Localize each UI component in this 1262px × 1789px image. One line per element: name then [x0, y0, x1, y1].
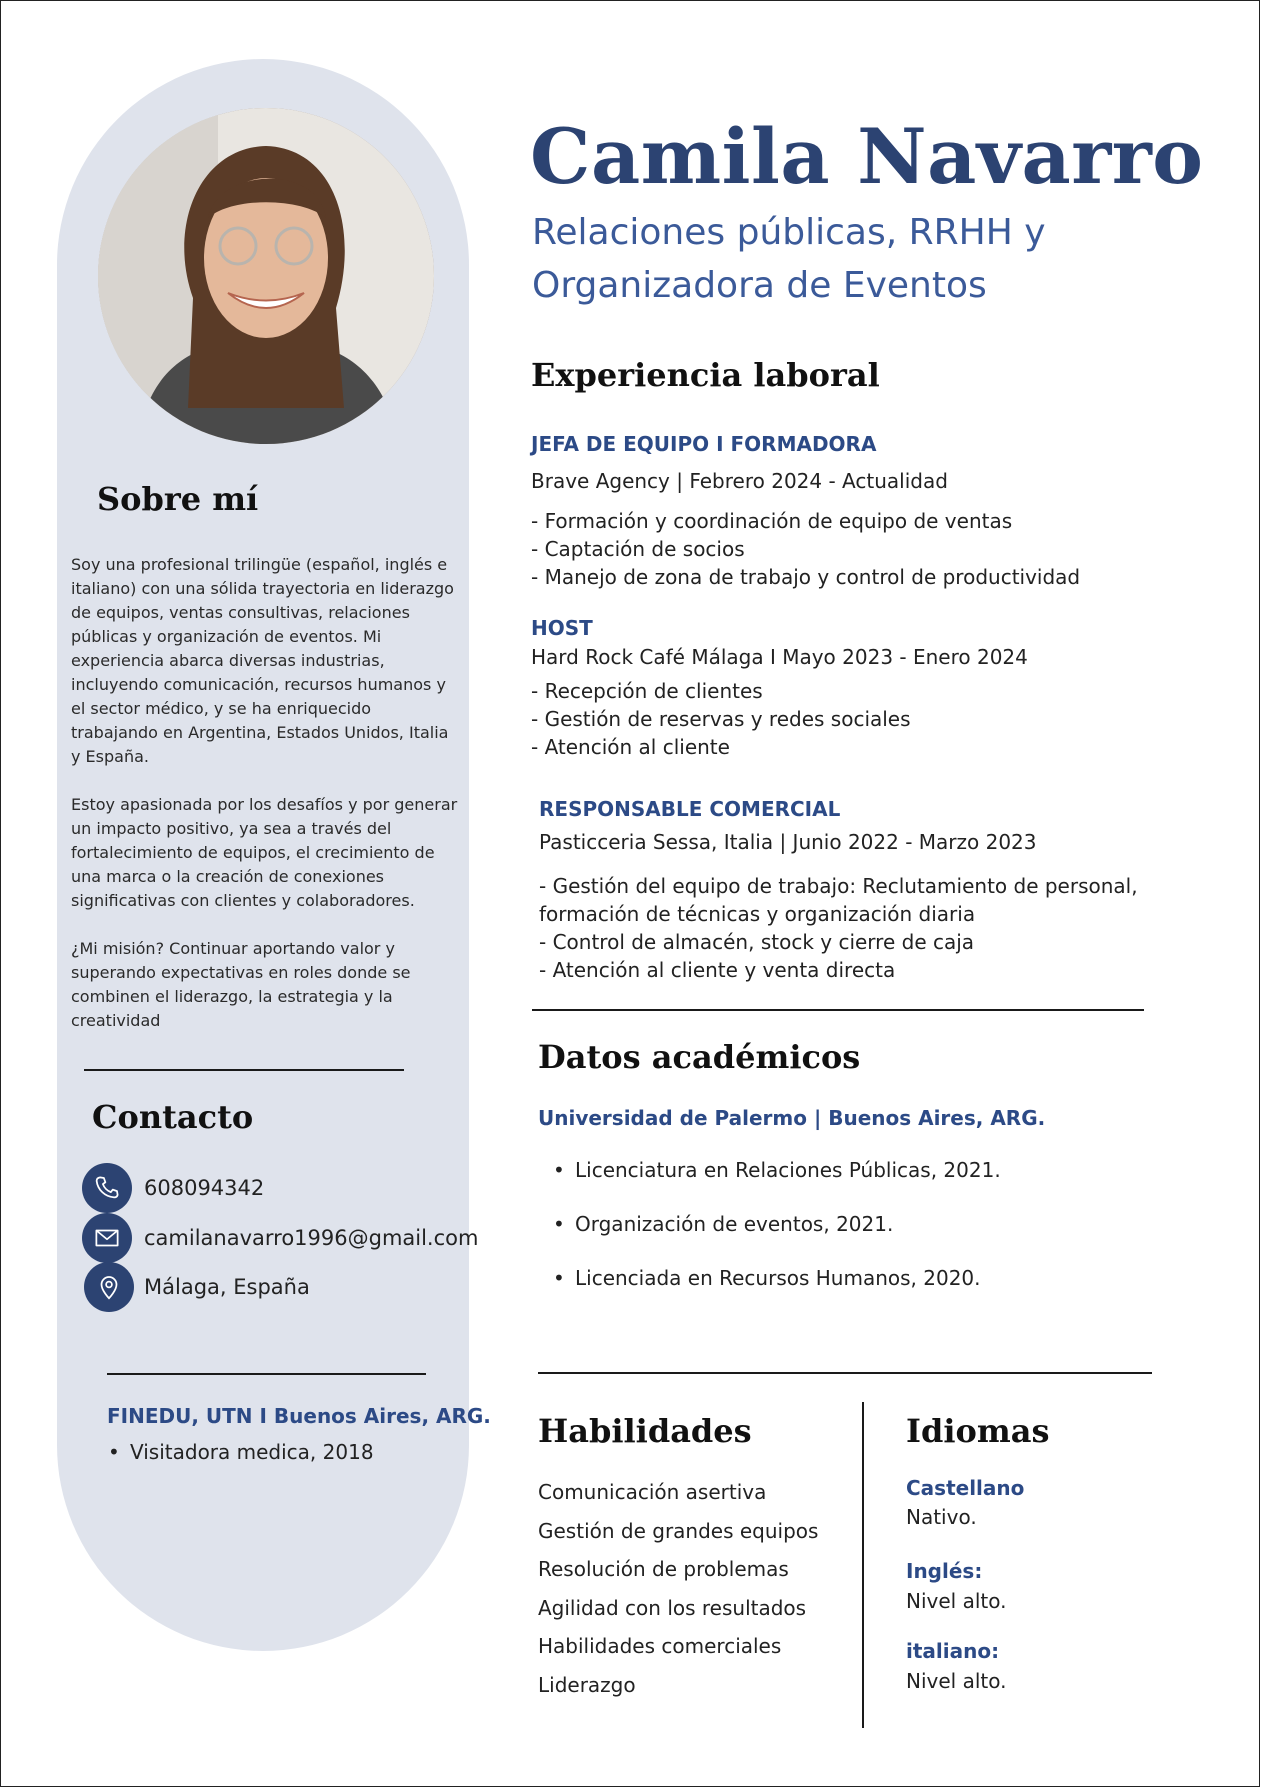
job-bullet: - Formación y coordinación de equipo de ventas	[531, 509, 1013, 533]
job-bullets	[539, 872, 1138, 984]
language-level: Nivel alto.	[906, 1669, 1007, 1693]
job-bullets	[531, 507, 1080, 591]
job-meta: Brave Agency | Febrero 2024 - Actualidad	[531, 469, 948, 493]
university-heading: Universidad de Palermo | Buenos Aires, ARG.	[538, 1106, 1046, 1130]
skills-title: Habilidades	[538, 1412, 752, 1450]
job-bullets	[531, 677, 911, 761]
contact-title: Contacto	[92, 1098, 254, 1136]
academics-title: Datos académicos	[538, 1038, 861, 1076]
language-level: Nivel alto.	[906, 1589, 1007, 1613]
phone-icon	[82, 1163, 132, 1213]
location-text: Málaga, España	[144, 1275, 310, 1299]
language-name: Inglés:	[906, 1559, 983, 1583]
about-paragraph: Estoy apasionada por los desafíos y por generar un impacto positivo, ya sea a través del fortalecimiento de equipos, el crecimiento de una marca o la creación de conexiones significativas con clientes y colaboradores.	[71, 795, 458, 910]
email-address[interactable]: camilanavarro1996@gmail.com	[144, 1226, 479, 1250]
job-title: RESPONSABLE COMERCIAL	[539, 797, 841, 821]
job-bullet: - Manejo de zona de trabajo y control de productividad	[531, 565, 1081, 589]
degree-item: • Organización de eventos, 2021.	[575, 1212, 1001, 1266]
languages-title: Idiomas	[906, 1412, 1050, 1450]
job-meta: Hard Rock Café Málaga I Mayo 2023 - Enero 2024	[531, 645, 1028, 669]
column-divider	[862, 1402, 864, 1728]
degree-list	[575, 1158, 1001, 1320]
skill-item: Habilidades comerciales	[538, 1634, 782, 1658]
extra-education-heading: FINEDU, UTN I Buenos Aires, ARG.	[107, 1404, 491, 1428]
about-text	[71, 553, 461, 1033]
job-bullet: - Control de almacén, stock y cierre de caja	[539, 930, 975, 954]
experience-title: Experiencia laboral	[531, 356, 880, 394]
job-title: HOST	[531, 616, 593, 640]
candidate-subtitle: Relaciones públicas, RRHH y Organizadora de Eventos	[532, 212, 1046, 306]
mail-icon	[82, 1213, 132, 1263]
skill-item: Resolución de problemas	[538, 1557, 789, 1581]
divider	[84, 1069, 404, 1071]
language-level: Nativo.	[906, 1505, 977, 1529]
divider	[107, 1373, 426, 1375]
skill-item: Agilidad con los resultados	[538, 1595, 807, 1620]
extra-education-item: • Visitadora medica, 2018	[130, 1440, 374, 1464]
job-bullet: - Atención al cliente y venta directa	[539, 958, 896, 982]
degree-item: • Licenciatura en Relaciones Públicas, 2021.	[575, 1158, 1001, 1212]
phone-number[interactable]: 608094342	[144, 1176, 265, 1200]
job-bullet: - Gestión del equipo de trabajo: Reclutamiento de personal,	[539, 874, 1138, 898]
job-meta: Pasticceria Sessa, Italia | Junio 2022 - Marzo 2023	[539, 830, 1037, 854]
job-bullet: formación de técnicas y organización diaria	[539, 902, 976, 926]
degree-item: • Licenciada en Recursos Humanos, 2020.	[575, 1266, 1001, 1320]
job-bullet: - Recepción de clientes	[531, 679, 763, 703]
language-name: Castellano	[906, 1476, 1025, 1500]
skills-list	[538, 1480, 818, 1711]
contact-email	[82, 1213, 478, 1263]
language-name: italiano:	[906, 1639, 1000, 1663]
about-title: Sobre mí	[97, 480, 259, 518]
location-pin-icon	[84, 1262, 134, 1312]
skill-item: Gestión de grandes equipos	[538, 1518, 819, 1543]
about-paragraph: ¿Mi misión? Continuar aportando valor y superando expectativas en roles donde se combinen el liderazgo, la estrategia y la creatividad	[71, 939, 411, 1030]
skill-item: Liderazgo	[538, 1672, 636, 1697]
divider	[532, 1009, 1144, 1011]
about-paragraph: Soy una profesional trilingüe (español, inglés e italiano) con una sólida trayectoria en liderazgo de equipos, ventas consultivas, relaciones públicas y organización de eventos. Mi experiencia abarca diversas industrias, incluyendo comunicación, recursos humanos y el sector médico, y se ha enriquecido trabajando en Argentina, Estados Unidos, Italia y España.	[71, 555, 454, 766]
candidate-name: Camila Navarro	[530, 112, 1204, 201]
skill-item: Comunicación asertiva	[538, 1480, 767, 1504]
job-bullet: - Captación de socios	[531, 537, 745, 561]
divider	[538, 1372, 1152, 1374]
job-bullet: - Atención al cliente	[531, 735, 730, 759]
contact-location	[84, 1262, 310, 1312]
job-title: JEFA DE EQUIPO I FORMADORA	[531, 432, 877, 456]
profile-photo	[98, 108, 434, 444]
job-bullet: - Gestión de reservas y redes sociales	[531, 707, 911, 731]
contact-phone	[82, 1163, 264, 1213]
